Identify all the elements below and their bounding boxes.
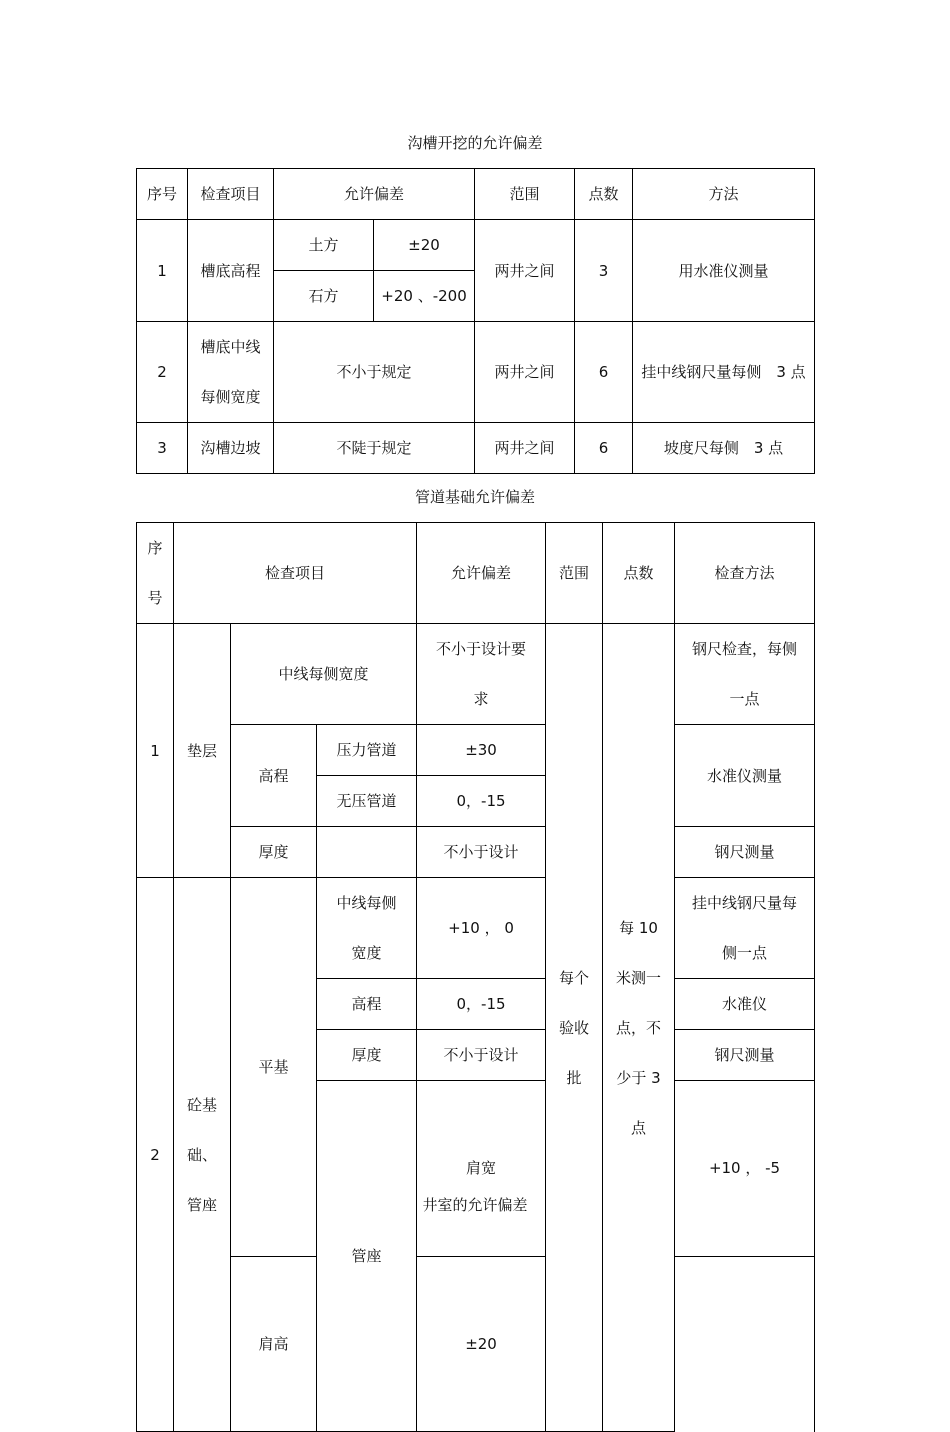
method-flat-centerline: [675, 878, 815, 979]
method-thickness: 钢尺测量: [675, 827, 815, 878]
empty-cell: [317, 827, 417, 878]
header-no-line1: 序: [147, 539, 163, 557]
value-thickness: 不小于设计: [417, 827, 546, 878]
table-row: [137, 322, 815, 423]
group-no: 2: [137, 878, 174, 1432]
range-line3: 批: [566, 1068, 582, 1087]
table-row: [137, 878, 815, 979]
group-name: 垫层: [174, 624, 231, 878]
row-tolerance: 不陡于规定: [274, 423, 475, 474]
trench-tolerance-table: [136, 168, 815, 474]
table-row: [137, 624, 815, 725]
table3-caption: 井室的允许偏差: [422, 1196, 528, 1214]
row-item: 槽底高程: [188, 220, 274, 322]
row-points: 6: [575, 423, 633, 474]
method-elevation: 水准仪测量: [675, 725, 815, 827]
sub-item: 压力管道: [317, 725, 417, 776]
table1-caption: 沟槽开挖的允许偏差: [407, 134, 543, 152]
sub-item: 石方: [274, 271, 374, 322]
sub-value: +20 、-200: [374, 271, 475, 322]
header-range: 范围: [475, 169, 575, 220]
row-item-line1: 槽底中线: [200, 338, 261, 356]
sub-item: 无压管道: [317, 776, 417, 827]
header-tolerance: 允许偏差: [417, 523, 546, 624]
table-row: [137, 827, 815, 878]
header-item: 检查项目: [174, 523, 417, 624]
method-flat-thickness: 钢尺测量: [675, 1030, 815, 1081]
item-elevation: 高程: [231, 725, 317, 827]
row-range: 两井之间: [475, 322, 575, 423]
table-header-row: [137, 523, 815, 624]
tolerance-line2: 求: [473, 690, 489, 708]
tolerance-line1: 不小于设计要: [436, 640, 527, 658]
method-line2: 侧一点: [722, 944, 768, 962]
row-no: 3: [137, 423, 188, 474]
table2-caption: 管道基础允许偏差: [414, 488, 535, 506]
method-centerline: [675, 624, 815, 725]
sub-item: 肩高: [231, 1256, 317, 1432]
header-no: [137, 523, 174, 624]
group-name-line3: 管座: [186, 1195, 217, 1214]
header-item: 检查项目: [188, 169, 274, 220]
sub-value: 不小于设计: [417, 1030, 546, 1081]
row-no: 1: [137, 220, 188, 322]
sub-item-line2: 宽度: [351, 944, 382, 962]
row-method: 坡度尺每侧 3 点: [633, 423, 815, 474]
points-line5: 点: [631, 1118, 647, 1137]
row-no: 2: [137, 322, 188, 423]
group-name-line1: 砼基: [186, 1095, 217, 1114]
tolerance-centerline: [417, 624, 546, 725]
item-flat: 平基: [231, 878, 317, 1257]
item-thickness: 厚度: [231, 827, 317, 878]
sub-item: 肩宽: [417, 1081, 546, 1257]
row-tolerance: 不小于规定: [274, 322, 475, 423]
pipe-foundation-tolerance-table: [136, 522, 815, 1432]
points-line4: 少于 3: [616, 1068, 661, 1087]
sub-item: 土方: [274, 220, 374, 271]
sub-value: ±20: [374, 220, 475, 271]
sub-item: 高程: [317, 979, 417, 1030]
group-name: [174, 878, 231, 1432]
item-seat: 管座: [317, 1081, 417, 1432]
row-item-line2: 每侧宽度: [200, 388, 261, 406]
range-cell: [546, 624, 603, 1432]
table-row: [137, 1256, 815, 1432]
group-name-line2: 础、: [186, 1145, 217, 1164]
method-line2: 一点: [729, 690, 760, 708]
sub-item: [317, 878, 417, 979]
method-line1: 钢尺检查，每侧: [692, 640, 798, 658]
sub-value: ±30: [417, 725, 546, 776]
table-header-row: [137, 169, 815, 220]
sub-item-line1: 中线每侧: [336, 894, 397, 912]
range-line1: 每个: [559, 968, 590, 987]
range-line2: 验收: [559, 1018, 590, 1037]
sub-value: 0，-15: [417, 979, 546, 1030]
row-item: [188, 322, 274, 423]
group-no: 1: [137, 624, 174, 878]
points-line3: 点，不: [616, 1018, 662, 1037]
item-centerline: 中线每侧宽度: [231, 624, 417, 725]
method-flat-elevation: 水准仪: [675, 979, 815, 1030]
sub-item: 厚度: [317, 1030, 417, 1081]
header-no: 序号: [137, 169, 188, 220]
table-row: [137, 220, 815, 271]
header-no-line2: 号: [147, 589, 163, 607]
table-row: [137, 423, 815, 474]
row-range: 两井之间: [475, 423, 575, 474]
row-points: 6: [575, 322, 633, 423]
header-points: 点数: [603, 523, 675, 624]
row-method: 用水准仪测量: [633, 220, 815, 322]
row-item: 沟槽边坡: [188, 423, 274, 474]
header-method: 检查方法: [675, 523, 815, 624]
header-points: 点数: [575, 169, 633, 220]
points-cell: [603, 624, 675, 1432]
header-range: 范围: [546, 523, 603, 624]
sub-value: +10 ， 0: [417, 878, 546, 979]
header-method: 方法: [633, 169, 815, 220]
points-line1: 每 10: [619, 918, 658, 937]
sub-value: +10 ， -5: [675, 1081, 815, 1257]
header-tolerance: 允许偏差: [274, 169, 475, 220]
row-method: 挂中线钢尺量每侧 3 点: [633, 322, 815, 423]
points-line2: 米测一: [616, 968, 662, 987]
sub-value: ±20: [417, 1256, 546, 1432]
method-line1: 挂中线钢尺量每: [692, 894, 798, 912]
sub-value: 0，-15: [417, 776, 546, 827]
row-range: 两井之间: [475, 220, 575, 322]
table-row: [137, 725, 815, 776]
row-points: 3: [575, 220, 633, 322]
